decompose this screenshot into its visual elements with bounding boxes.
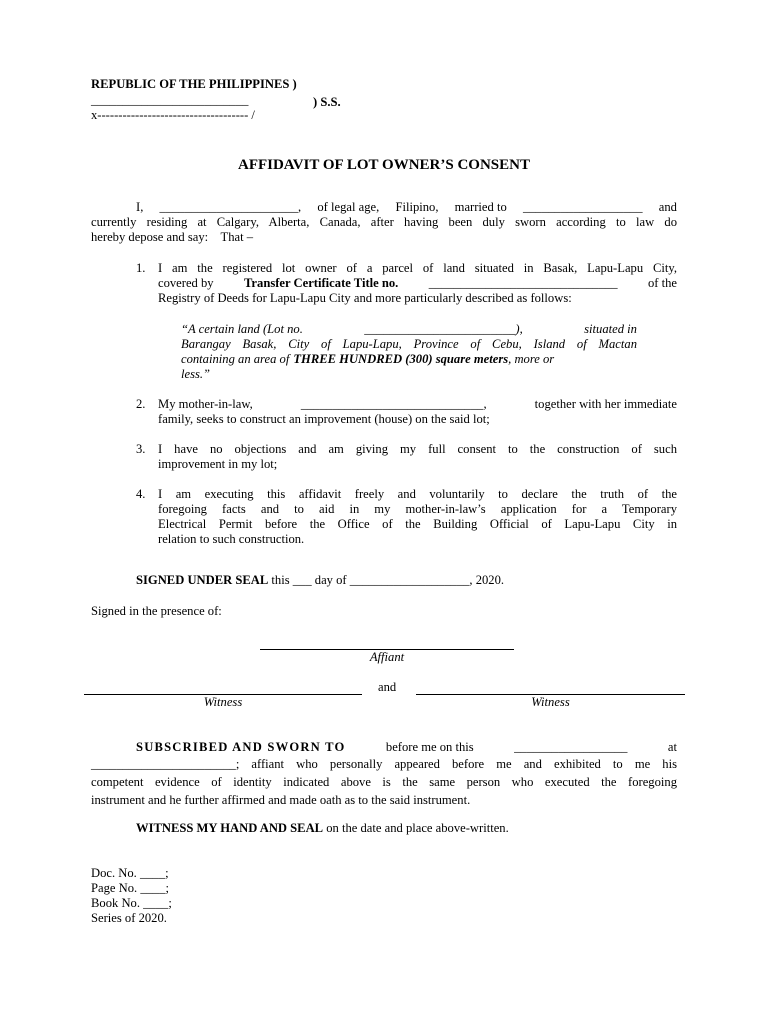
quote-more-or: , more or bbox=[508, 352, 555, 366]
jurat-line-1 bbox=[91, 740, 677, 755]
document-title: AFFIDAVIT OF LOT OWNER’S CONSENT bbox=[237, 157, 530, 173]
item-4-number: 4. bbox=[136, 487, 146, 501]
witness-left-caption: Witness bbox=[203, 695, 243, 709]
witness-and: and bbox=[378, 680, 397, 694]
item-1-tct-label: Transfer Certificate Title no. bbox=[243, 276, 399, 290]
quote-line-4: less.” bbox=[181, 367, 211, 381]
signed-under-seal-label: SIGNED UNDER SEAL bbox=[136, 573, 269, 587]
notary-book-no: Book No. ____; bbox=[91, 896, 172, 910]
venue-republic: REPUBLIC OF THE PHILIPPINES ) bbox=[91, 77, 297, 91]
item-1-line-1: I am the registered lot owner of a parcel of land situated in Basak, Lapu-Lapu City, bbox=[158, 261, 677, 275]
item-2-line-1 bbox=[158, 397, 677, 412]
item-3-number: 3. bbox=[136, 442, 146, 456]
lot-number-blank: ________________________), bbox=[364, 322, 523, 336]
venue-ss: ) S.S. bbox=[313, 95, 341, 109]
item-4-line-3: Electrical Permit before the Office of the Building Official of Lapu-Lapu City in bbox=[158, 517, 677, 531]
item-1-line-2 bbox=[158, 276, 677, 291]
jurat-before-me: before me on this bbox=[385, 740, 474, 754]
signed-under-seal-line bbox=[136, 573, 504, 588]
item-2-line-2: family, seeks to construct an improvement (house) on the said lot; bbox=[158, 412, 490, 426]
notary-series: Series of 2020. bbox=[91, 911, 167, 925]
jurat-line-3: competent evidence of identity indicated above is the same person who executed the foregoing bbox=[91, 775, 677, 789]
item-1-covered-by: covered by bbox=[158, 276, 214, 290]
intro-line-1 bbox=[91, 200, 677, 215]
item-2-together: together with her immediate bbox=[534, 397, 677, 411]
quote-lot-label: “A certain land (Lot no. bbox=[181, 322, 303, 336]
notary-page-no: Page No. ____; bbox=[91, 881, 170, 895]
intro-line-3: hereby depose and say: That – bbox=[91, 230, 254, 244]
item-1-number: 1. bbox=[136, 261, 146, 275]
jurat-line-4: instrument and he further affirmed and made oath as to the said instrument. bbox=[91, 793, 471, 807]
intro-married: married to bbox=[454, 200, 507, 214]
intro-line-2: currently residing at Calgary, Alberta, Canada, after having been duly sworn according to law do bbox=[91, 215, 677, 229]
signed-date-text: this ___ day of ___________________, 2020. bbox=[268, 573, 505, 587]
quote-area-label: containing an area of bbox=[181, 352, 290, 366]
quote-situated: situated in bbox=[584, 322, 637, 336]
item-4-line-1: I am executing this affidavit freely and voluntarily to declare the truth of the bbox=[158, 487, 677, 501]
intro-age: of legal age, bbox=[317, 200, 380, 214]
intro-and: and bbox=[658, 200, 677, 214]
quote-line-3 bbox=[181, 352, 637, 367]
jurat-date-blank: __________________ bbox=[514, 740, 628, 754]
tct-number-blank: ______________________________ bbox=[428, 276, 618, 290]
quote-line-1 bbox=[181, 322, 637, 337]
intro-i: I, bbox=[136, 200, 144, 214]
quote-line-2: Barangay Basak, City of Lapu-Lapu, Province of Cebu, Island of Mactan bbox=[181, 337, 637, 351]
quote-area-value: THREE HUNDRED (300) square meters bbox=[293, 352, 509, 366]
witness-hand-text: on the date and place above-written. bbox=[323, 821, 509, 835]
witness-right-caption: Witness bbox=[531, 695, 570, 709]
item-3-line-2: improvement in my lot; bbox=[158, 457, 278, 471]
venue-blank-line: _________________________ bbox=[91, 93, 249, 107]
jurat-subscribed-label: SUBSCRIBED AND SWORN TO bbox=[136, 740, 346, 754]
item-2-number: 2. bbox=[136, 397, 146, 411]
affiant-caption: Affiant bbox=[369, 650, 405, 664]
item-2-mother-in-law: My mother-in-law, bbox=[158, 397, 253, 411]
item-1-of-the: of the bbox=[647, 276, 677, 290]
signed-in-presence: Signed in the presence of: bbox=[91, 604, 222, 618]
item-3-line-1: I have no objections and am giving my full consent to the construction of such bbox=[158, 442, 677, 456]
item-1-line-3: Registry of Deeds for Lapu-Lapu City and more particularly described as follows: bbox=[158, 291, 572, 305]
spouse-name-blank: ___________________ bbox=[522, 200, 643, 214]
venue-x-line: x------------------------------------ / bbox=[91, 108, 255, 122]
jurat-at: at bbox=[667, 740, 677, 754]
witness-hand-label: WITNESS MY HAND AND SEAL bbox=[136, 821, 324, 835]
intro-nationality: Filipino, bbox=[395, 200, 439, 214]
jurat-line-2: _______________________; affiant who personally appeared before me and exhibited to me his bbox=[91, 757, 677, 771]
notary-doc-no: Doc. No. ____; bbox=[91, 866, 169, 880]
witness-hand-line bbox=[136, 821, 509, 836]
mother-in-law-name-blank: _____________________________, bbox=[300, 397, 487, 411]
affiant-name-blank: ______________________, bbox=[159, 200, 302, 214]
item-4-line-2: foregoing facts and to aid in my mother-in-law’s application for a Temporary bbox=[158, 502, 677, 516]
item-4-line-4: relation to such construction. bbox=[158, 532, 305, 546]
